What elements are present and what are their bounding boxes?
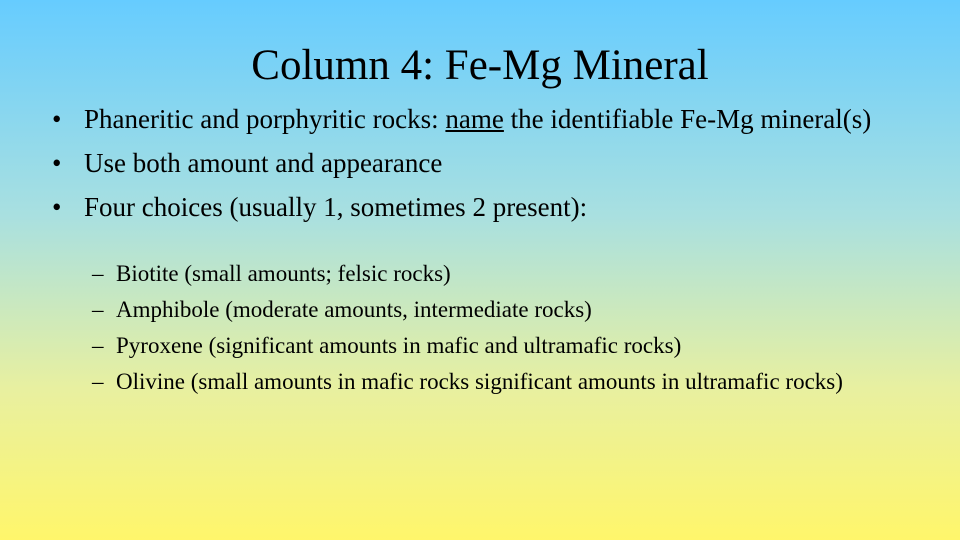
bullet-marker: • xyxy=(52,104,62,134)
bullet-text-after: the identifiable Fe-Mg mineral(s) xyxy=(503,104,872,134)
subbullet-marker: – xyxy=(92,261,104,286)
bullet-list xyxy=(52,103,932,235)
bullet-marker: • xyxy=(52,148,62,178)
bullet-emphasis: name xyxy=(445,104,504,134)
subbullet-marker: – xyxy=(92,297,104,322)
bullet-text-before: Phaneritic and porphyritic rocks: xyxy=(84,104,446,134)
subbullet-item xyxy=(92,367,892,396)
bullet-item xyxy=(52,191,932,224)
subbullet-item xyxy=(92,295,892,324)
bullet-text: Use both amount and appearance xyxy=(84,148,443,178)
subbullet-list xyxy=(92,259,892,403)
bullet-marker: • xyxy=(52,192,62,222)
subbullet-text: Biotite (small amounts; felsic rocks) xyxy=(116,261,451,286)
subbullet-text: Olivine (small amounts in mafic rocks significant amounts in ultramafic rocks) xyxy=(116,369,843,394)
bullet-text: Four choices (usually 1, sometimes 2 present): xyxy=(84,192,588,222)
bullet-item xyxy=(52,103,932,136)
bullet-item xyxy=(52,147,932,180)
subbullet-item xyxy=(92,331,892,360)
subbullet-marker: – xyxy=(92,333,104,358)
subbullet-marker: – xyxy=(92,369,104,394)
subbullet-item xyxy=(92,259,892,288)
subbullet-text: Pyroxene (significant amounts in mafic and ultramafic rocks) xyxy=(116,333,682,358)
subbullet-text: Amphibole (moderate amounts, intermediate rocks) xyxy=(116,297,592,322)
slide-title: Column 4: Fe-Mg Mineral xyxy=(251,42,709,89)
